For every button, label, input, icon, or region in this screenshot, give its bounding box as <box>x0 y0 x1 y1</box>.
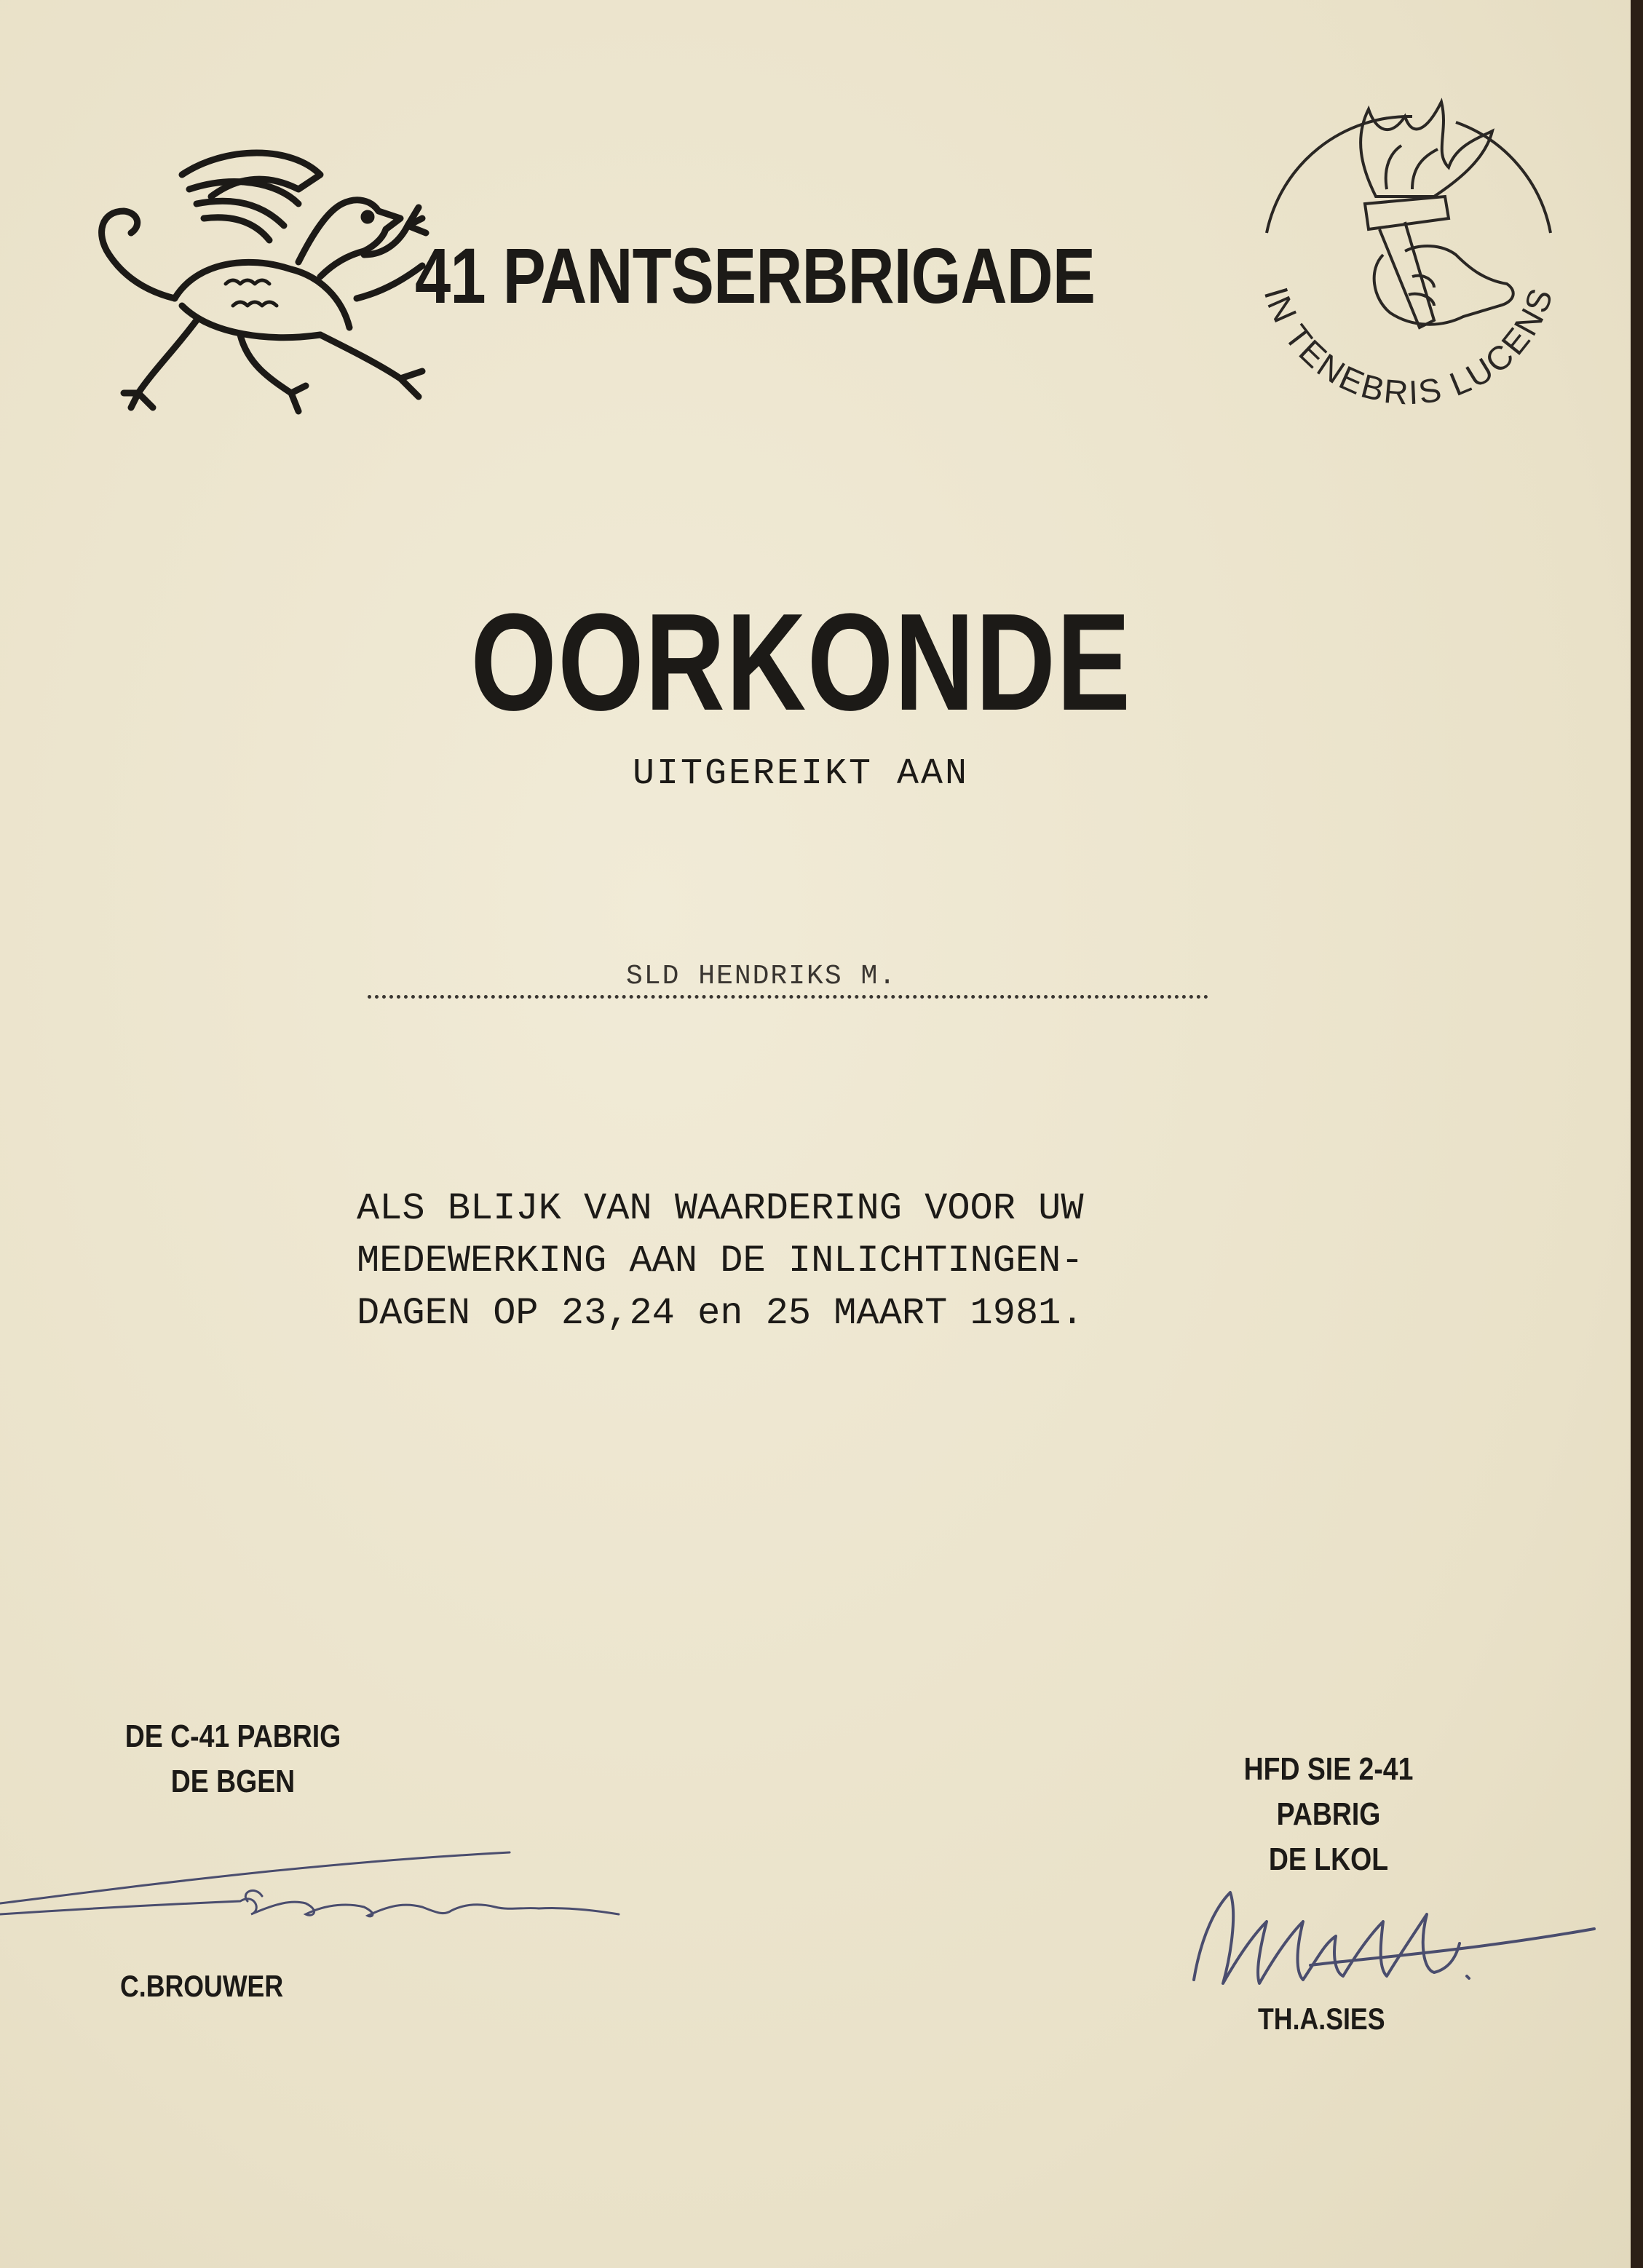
brigade-name: 41 PANTSERBRIGADE <box>415 231 1096 320</box>
torch-emblem-icon <box>1238 87 1580 451</box>
body-line: MEDEWERKING AAN DE INLICHTINGEN- <box>357 1240 1084 1282</box>
title-text: OORKONDE <box>470 585 1131 740</box>
right-title-line1: HFD SIE 2-41 PABRIG <box>1243 1751 1414 1832</box>
certificate-title <box>0 585 1602 740</box>
right-signature <box>1179 1849 1602 2009</box>
right-title-line2: DE LKOL <box>1268 1841 1389 1877</box>
svg-text:IN TENEBRIS LUCENS: IN TENEBRIS LUCENS <box>1256 282 1561 412</box>
left-title-line1: DE C-41 PABRIG <box>124 1718 341 1754</box>
certificate-body <box>357 1183 1230 1340</box>
certificate-subtitle: UITGEREIKT AAN <box>632 753 970 795</box>
recipient-name: SLD HENDRIKS M. <box>626 961 898 992</box>
left-signature <box>0 1834 641 1936</box>
body-line: ALS BLIJK VAN WAARDERING VOOR UW <box>357 1187 1084 1230</box>
griffin-emblem-icon <box>80 131 444 415</box>
dotted-line <box>368 995 1208 999</box>
left-signatory-name: C.BROUWER <box>120 1969 284 2003</box>
right-signatory-name: TH.A.SIES <box>1258 2002 1385 2036</box>
left-signatory-title <box>87 1714 379 1804</box>
left-title-line2: DE BGEN <box>170 1764 296 1799</box>
body-line: DAGEN OP 23,24 en 25 MAART 1981. <box>357 1292 1084 1335</box>
page-edge <box>1631 0 1643 2268</box>
recipient-line <box>368 961 1208 1004</box>
